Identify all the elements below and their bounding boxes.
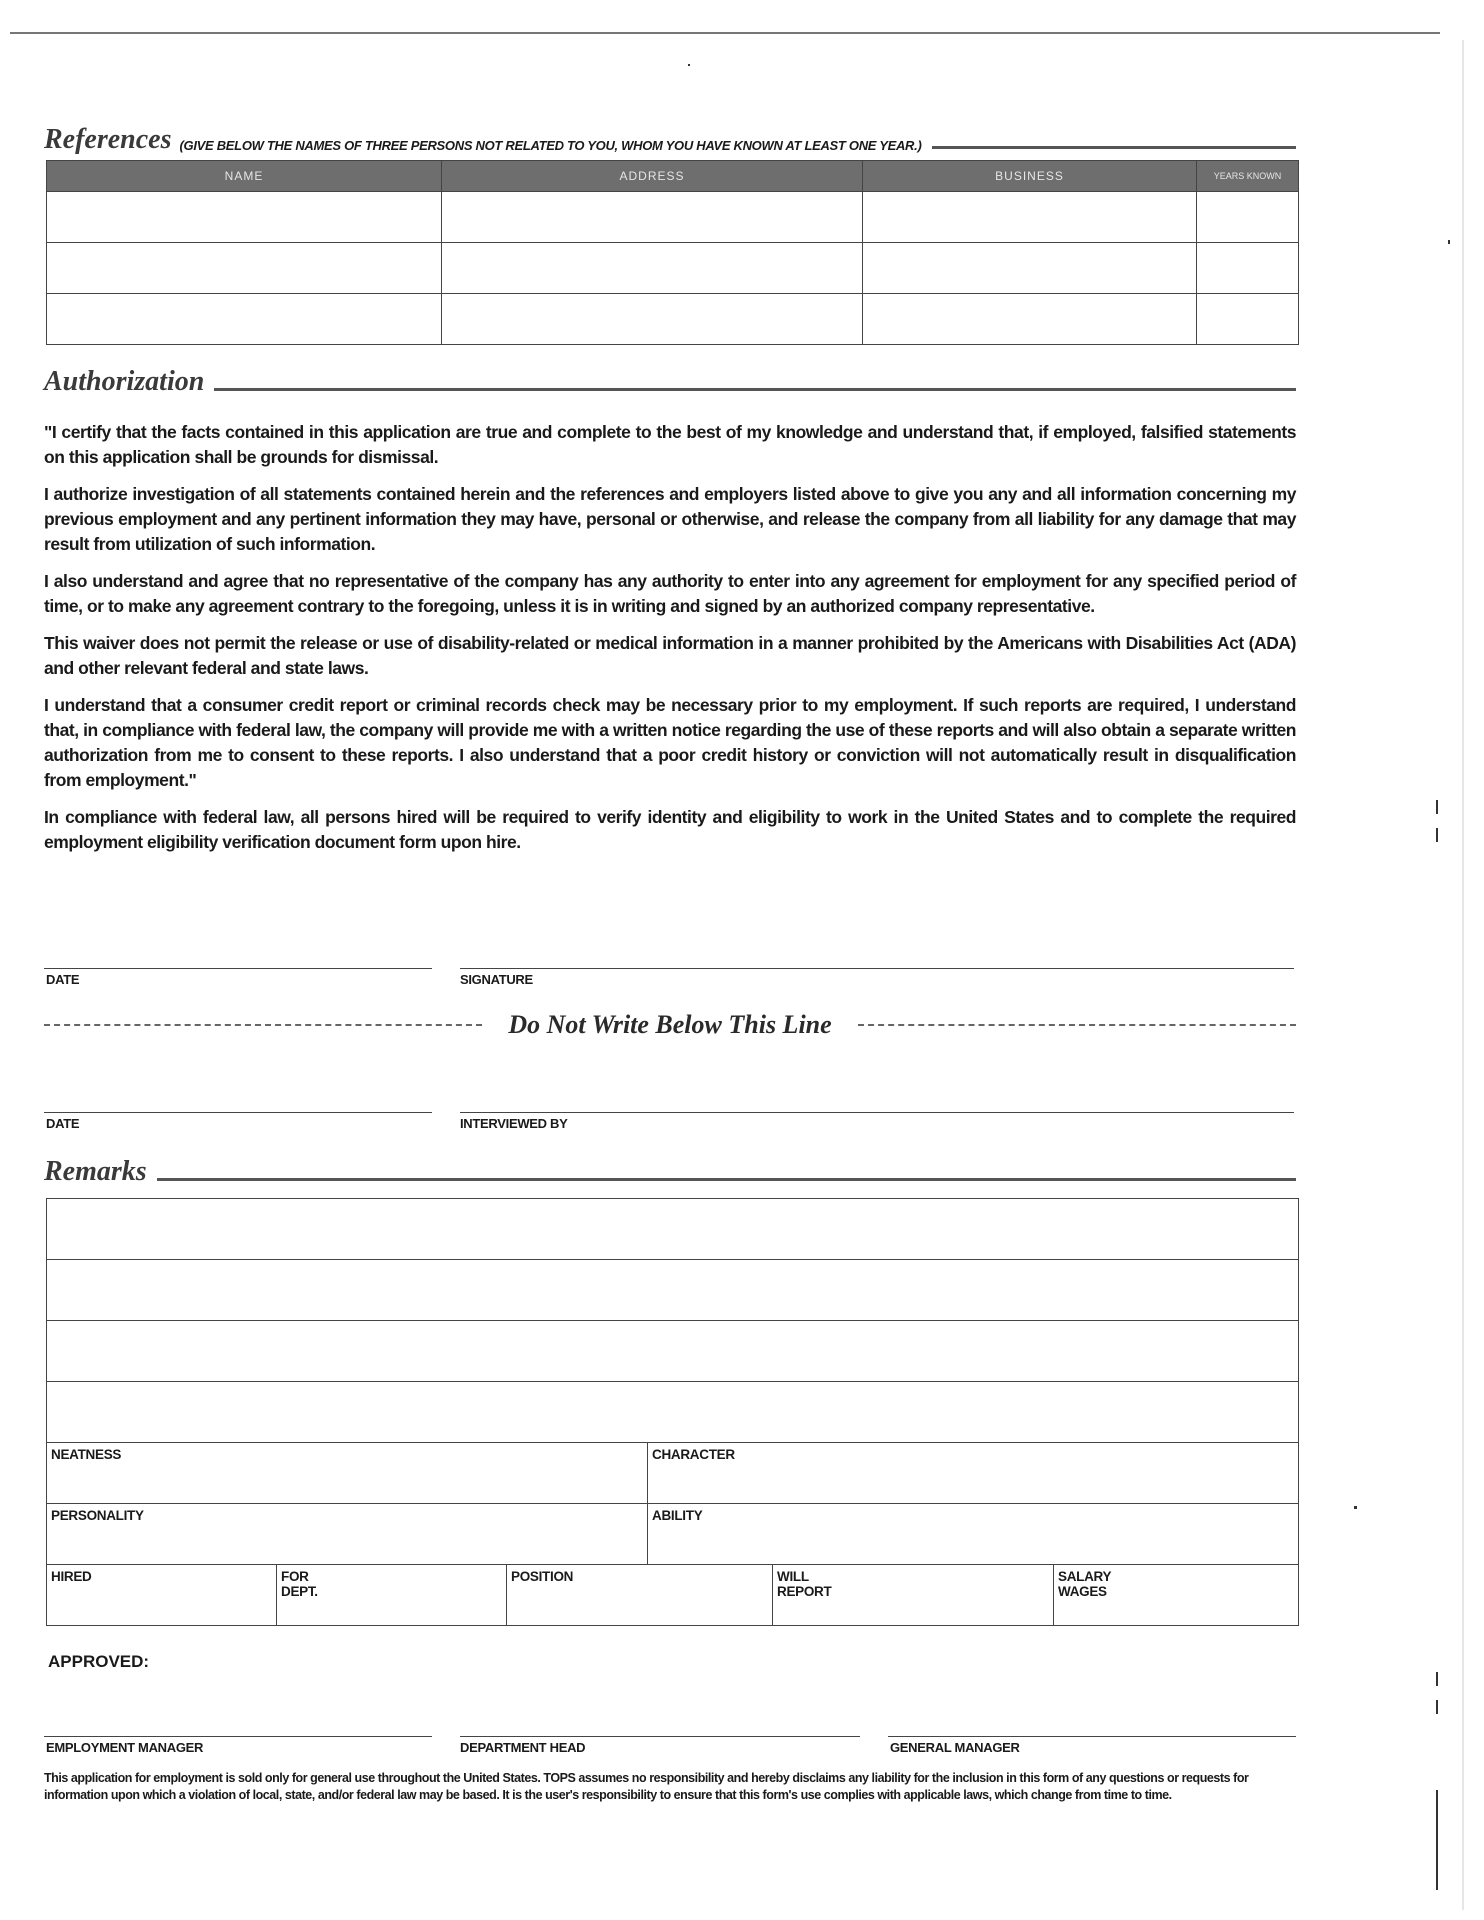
column-years-known: YEARS KNOWN: [1197, 161, 1299, 192]
reference-name-cell[interactable]: [47, 294, 442, 345]
divider-rule-right: [858, 1024, 1296, 1026]
do-not-write-divider: [44, 1010, 1296, 1040]
reference-business-cell[interactable]: [863, 192, 1197, 243]
remarks-rule: [157, 1178, 1296, 1181]
hired-label: HIRED: [51, 1569, 92, 1584]
ability-field[interactable]: [648, 1504, 1299, 1565]
personality-label: PERSONALITY: [51, 1508, 144, 1523]
interviewed-by-line[interactable]: [460, 1112, 1294, 1113]
reference-years-cell[interactable]: [1197, 192, 1299, 243]
remarks-line[interactable]: [47, 1260, 1299, 1321]
authorization-title: Authorization: [44, 366, 205, 397]
reference-years-cell[interactable]: [1197, 294, 1299, 345]
table-row: [47, 294, 1299, 345]
credit-check-paragraph: I understand that a consumer credit report or criminal records check may be necessary prior to my employment. If such reports are required, I understand that, in compliance with federal law, the company will provide me with a written notice regarding the use of these reports and will also obtain a separate written authorization from me to consent to these reports. I also understand that a poor credit history or conviction will not automatically result in disqualification from employment.": [44, 695, 1296, 790]
remarks-header: [44, 1158, 1296, 1186]
remarks-line[interactable]: [47, 1382, 1299, 1443]
signature-line[interactable]: [460, 968, 1294, 969]
hired-field[interactable]: [47, 1565, 277, 1626]
references-header: [44, 126, 1296, 154]
personality-field[interactable]: [47, 1504, 648, 1565]
reference-name-cell[interactable]: [47, 243, 442, 294]
will-report-field[interactable]: [773, 1565, 1054, 1626]
references-table: [46, 160, 1299, 345]
legal-disclaimer: This application for employment is sold only for general use throughout the United States. TOPS assumes no responsibility and hereby disclaims any liability for the inclusion in this form of any questions or requests for information upon which a violation of local, state, and/or federal law may be based. It is the user's responsibility to ensure that this form's use complies with applicable laws, which change from time to time.: [44, 1771, 1249, 1802]
reference-name-cell[interactable]: [47, 192, 442, 243]
employment-manager-line[interactable]: [44, 1736, 432, 1737]
agreement-paragraph: I also understand and agree that no representative of the company has any authority to enter into any agreement for employment for any specified period of time, or to make any agreement contrary to the foregoing, unless it is in writing and signed by an authorized company representative.: [44, 571, 1296, 616]
will-report-label: WILL REPORT: [777, 1569, 832, 1599]
scan-dot: [1354, 1506, 1357, 1509]
department-head-label: DEPARTMENT HEAD: [460, 1740, 586, 1755]
for-dept-label: FOR DEPT.: [281, 1569, 318, 1599]
reference-address-cell[interactable]: [442, 243, 863, 294]
character-label: CHARACTER: [652, 1447, 735, 1462]
character-field[interactable]: [648, 1443, 1299, 1504]
neatness-field[interactable]: [47, 1443, 648, 1504]
position-field[interactable]: [507, 1565, 773, 1626]
approved-label: APPROVED:: [48, 1652, 150, 1671]
scan-line: [1436, 1790, 1438, 1890]
remarks-line[interactable]: [47, 1321, 1299, 1382]
neatness-label: NEATNESS: [51, 1447, 122, 1462]
scan-dot: [1436, 828, 1438, 842]
page-right-edge: [1462, 40, 1464, 1910]
eligibility-paragraph: In compliance with federal law, all persons hired will be required to verify identity and eligibility to work in the United States and to complete the required employment eligibility verification document form upon hire.: [44, 807, 1296, 852]
references-instruction: (GIVE BELOW THE NAMES OF THREE PERSONS NOT RELATED TO YOU, WHOM YOU HAVE KNOWN AT LEAST ONE YEAR.): [179, 138, 922, 154]
ada-waiver-paragraph: This waiver does not permit the release or use of disability-related or medical information in a manner prohibited by the Americans with Disabilities Act (ADA) and other relevant federal and state laws.: [44, 633, 1296, 678]
interview-date-label: DATE: [46, 1116, 80, 1131]
authorization-header: [44, 368, 1296, 396]
reference-years-cell[interactable]: [1197, 243, 1299, 294]
reference-business-cell[interactable]: [863, 243, 1197, 294]
date-label: DATE: [46, 972, 80, 987]
interviewed-by-label: INTERVIEWED BY: [460, 1116, 568, 1131]
general-manager-label: GENERAL MANAGER: [890, 1740, 1020, 1755]
salary-wages-field[interactable]: [1054, 1565, 1299, 1626]
scan-dot: [1436, 800, 1438, 814]
signature-label: SIGNATURE: [460, 972, 533, 987]
remarks-table: [46, 1198, 1299, 1626]
column-business: BUSINESS: [863, 161, 1197, 192]
authorization-statement: [44, 420, 1296, 867]
certify-paragraph: "I certify that the facts contained in this application are true and complete to the best of my knowledge and understand that, if employed, falsified statements on this application shall be grounds for dismissal.: [44, 422, 1296, 467]
top-border-line: [10, 32, 1440, 34]
divider-rule-left: [44, 1024, 482, 1026]
reference-address-cell[interactable]: [442, 192, 863, 243]
reference-address-cell[interactable]: [442, 294, 863, 345]
column-name: NAME: [47, 161, 442, 192]
table-row: [47, 192, 1299, 243]
table-row: [47, 243, 1299, 294]
reference-business-cell[interactable]: [863, 294, 1197, 345]
ability-label: ABILITY: [652, 1508, 703, 1523]
date-line[interactable]: [44, 968, 432, 969]
department-head-line[interactable]: [460, 1736, 860, 1737]
column-address: ADDRESS: [442, 161, 863, 192]
references-rule: [932, 146, 1297, 149]
scan-dot: [1436, 1672, 1438, 1686]
scan-dot: [1448, 240, 1450, 244]
do-not-write-text: Do Not Write Below This Line: [508, 1010, 832, 1039]
remarks-line[interactable]: [47, 1199, 1299, 1260]
references-header-row: [47, 161, 1299, 192]
references-title: References: [44, 124, 172, 155]
remarks-title: Remarks: [44, 1156, 147, 1187]
scan-dot: [1436, 1700, 1438, 1714]
position-label: POSITION: [511, 1569, 574, 1584]
authorization-rule: [214, 388, 1296, 391]
investigation-paragraph: I authorize investigation of all statements contained herein and the references and employers listed above to give you any and all information concerning my previous employment and any pertinent information they may have, personal or otherwise, and release the company from all liability for any damage that may result from utilization of such information.: [44, 484, 1296, 554]
interview-date-line[interactable]: [44, 1112, 432, 1113]
salary-wages-label: SALARY WAGES: [1058, 1569, 1111, 1599]
general-manager-line[interactable]: [888, 1736, 1296, 1737]
for-dept-field[interactable]: [277, 1565, 507, 1626]
scan-dot: [688, 64, 690, 66]
employment-manager-label: EMPLOYMENT MANAGER: [46, 1740, 204, 1755]
